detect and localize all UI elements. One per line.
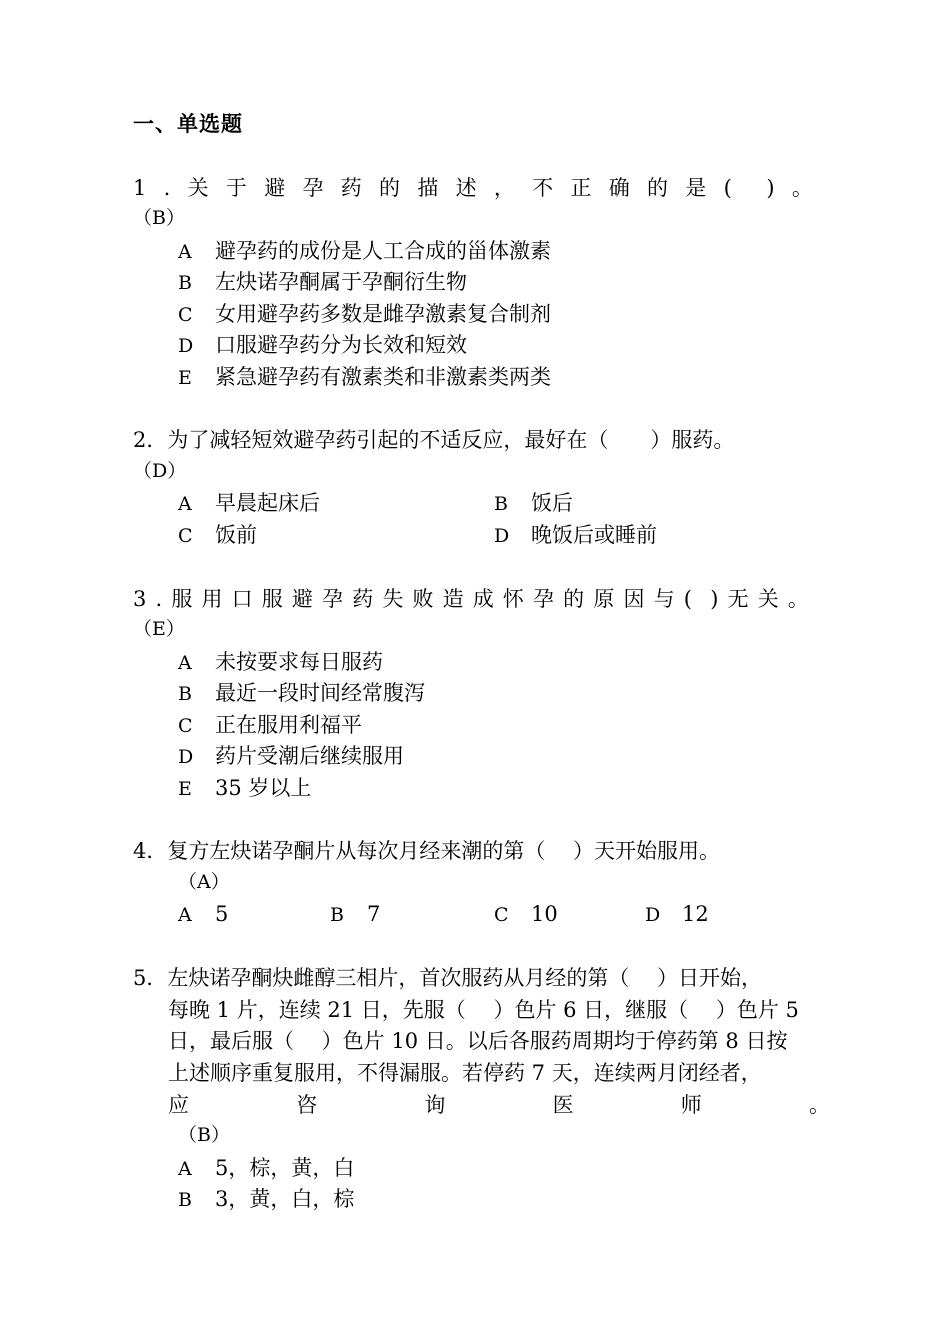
option-text: 5，棕，黄，白 (215, 1156, 355, 1180)
stem-char: 造 (442, 587, 464, 611)
stem-char: 服 (171, 587, 193, 611)
option-text: 10 (531, 902, 558, 926)
stem-char: ) (710, 587, 719, 611)
question-4-stem: 4．复方左炔诺孕酮片从每次月经来潮的第（ ）天开始服用。 (133, 839, 721, 863)
question-5-stem-line-2: 每晚 1 片，连续 21 日，先服（ ）色片 6 日，继服（ ）色片 5 (168, 998, 799, 1022)
stem-char: 医 (552, 1093, 574, 1117)
stem-char: 关 (757, 587, 779, 611)
option-letter: D (178, 335, 194, 357)
option-letter: C (178, 304, 193, 326)
stem-char: ) (766, 176, 775, 200)
stem-char: 3 (133, 587, 147, 611)
stem-char: 无 (727, 587, 749, 611)
stem-char: 药 (340, 176, 362, 200)
option-text: 左炔诺孕酮属于孕酮衍生物 (215, 270, 467, 294)
stem-char: 因 (623, 587, 645, 611)
option-text: 3，黄，白，棕 (215, 1187, 355, 1211)
stem-char: 正 (570, 176, 592, 200)
option-text: 12 (682, 902, 709, 926)
option-text: 未按要求每日服药 (215, 650, 383, 674)
stem-char: ( (683, 587, 692, 611)
stem-char: 口 (231, 587, 253, 611)
question-3-option-e (178, 773, 311, 804)
stem-char: 是 (685, 176, 707, 200)
option-letter: D (178, 746, 194, 768)
option-letter: B (178, 272, 192, 294)
stem-char: 成 (472, 587, 494, 611)
question-3-option-b (178, 678, 425, 709)
stem-char: ( (723, 176, 732, 200)
question-5-answer: （B） (178, 1124, 230, 1146)
option-text: 饭后 (531, 491, 573, 515)
stem-char: 怀 (502, 587, 524, 611)
stem-char: 避 (264, 176, 286, 200)
option-letter: B (178, 1189, 192, 1211)
stem-char: 描 (417, 176, 439, 200)
question-2-option-c (178, 520, 257, 551)
question-4-answer: （A） (178, 871, 230, 893)
question-3-option-a (178, 647, 383, 678)
option-text: 紧急避孕药有激素类和非激素类两类 (215, 365, 551, 389)
stem-char: 应 (168, 1093, 189, 1117)
stem-char: 原 (593, 587, 615, 611)
option-text: 女用避孕药多数是雌孕激素复合制剂 (215, 302, 551, 326)
question-1-option-e (178, 362, 551, 393)
stem-char: 失 (382, 587, 404, 611)
stem-char: ， (493, 176, 515, 200)
option-letter: A (178, 652, 192, 674)
question-3-option-d (178, 741, 404, 772)
stem-char: 的 (563, 587, 585, 611)
question-5-stem-line-3: 日，最后服（ ）色片 10 日。以后各服药周期均于停药第 8 日按 (168, 1029, 788, 1053)
option-letter: A (178, 904, 192, 926)
question-5-stem-line-5 (168, 1090, 830, 1120)
option-text: 晚饭后或睡前 (531, 523, 657, 547)
stem-char: 。 (787, 587, 809, 611)
option-text: 早晨起床后 (215, 491, 320, 515)
option-letter: A (178, 493, 192, 515)
stem-char: 用 (201, 587, 223, 611)
option-text: 避孕药的成份是人工合成的甾体激素 (215, 239, 551, 263)
question-4-option-d (645, 899, 709, 930)
stem-char: . (155, 587, 163, 611)
stem-char: 服 (261, 587, 283, 611)
option-letter: C (494, 904, 509, 926)
option-text: 口服避孕药分为长效和短效 (215, 333, 467, 357)
question-3-option-c (178, 710, 362, 741)
option-letter: A (178, 1158, 192, 1180)
option-text: 35 岁以上 (215, 776, 312, 800)
stem-char: 不 (532, 176, 554, 200)
stem-char: 。 (791, 176, 813, 200)
question-5-option-b (178, 1184, 354, 1215)
question-4-option-a (178, 899, 228, 930)
question-1-option-d (178, 330, 467, 361)
option-text: 药片受潮后继续服用 (215, 744, 404, 768)
option-letter: E (178, 367, 192, 389)
option-letter: B (178, 683, 192, 705)
stem-char: 孕 (322, 587, 344, 611)
option-text: 7 (367, 902, 381, 926)
stem-char: 孕 (302, 176, 324, 200)
question-5-stem-line-1: 5．左炔诺孕酮炔雌醇三相片，首次服药从月经的第（ ）日开始， (133, 966, 763, 990)
question-2-option-a (178, 488, 320, 519)
question-5-stem-line-4: 上述顺序重复服用，不得漏服。若停药 7 天，连续两月闭经者， (168, 1061, 762, 1085)
stem-char: 孕 (533, 587, 555, 611)
stem-char: 询 (424, 1093, 446, 1117)
stem-char: 关 (187, 176, 209, 200)
question-2-stem: 2．为了减轻短效避孕药引起的不适反应，最好在（ ）服药。 (133, 428, 735, 452)
question-4-option-c (494, 899, 558, 930)
stem-char: 于 (225, 176, 247, 200)
question-1-answer: （B） (133, 207, 185, 229)
stem-char: 确 (608, 176, 630, 200)
option-letter: E (178, 778, 192, 800)
question-1-option-c (178, 299, 551, 330)
option-letter: A (178, 241, 192, 263)
option-letter: B (330, 904, 344, 926)
stem-char: 败 (412, 587, 434, 611)
option-letter: B (494, 493, 508, 515)
question-3-stem (133, 584, 809, 614)
stem-char: 的 (647, 176, 668, 200)
stem-char: 的 (379, 176, 401, 200)
option-letter: D (494, 525, 510, 547)
stem-char: . (163, 176, 171, 200)
question-1-stem (133, 173, 813, 203)
question-4-option-b (330, 899, 380, 930)
option-text: 最近一段时间经常腹泻 (215, 681, 425, 705)
question-1-option-a (178, 236, 551, 267)
option-text: 5 (215, 902, 229, 926)
section-title: 一、单选题 (133, 112, 243, 136)
option-letter: C (178, 525, 193, 547)
stem-char: 与 (653, 587, 675, 611)
option-letter: D (645, 904, 661, 926)
option-text: 正在服用利福平 (215, 713, 362, 737)
stem-char: 师 (680, 1093, 702, 1117)
question-2-option-d (494, 520, 657, 551)
stem-char: 药 (352, 587, 374, 611)
question-5-option-a (178, 1153, 354, 1184)
stem-char: 。 (808, 1093, 830, 1117)
stem-char: 咨 (296, 1093, 318, 1117)
question-1-option-b (178, 267, 467, 298)
option-letter: C (178, 715, 193, 737)
question-3-answer: （E） (133, 618, 185, 640)
question-2-option-b (494, 488, 573, 519)
stem-char: 述 (455, 176, 477, 200)
stem-char: 1 (133, 176, 147, 200)
stem-char: 避 (291, 587, 313, 611)
option-text: 饭前 (215, 523, 257, 547)
question-2-answer: （D） (133, 460, 187, 482)
